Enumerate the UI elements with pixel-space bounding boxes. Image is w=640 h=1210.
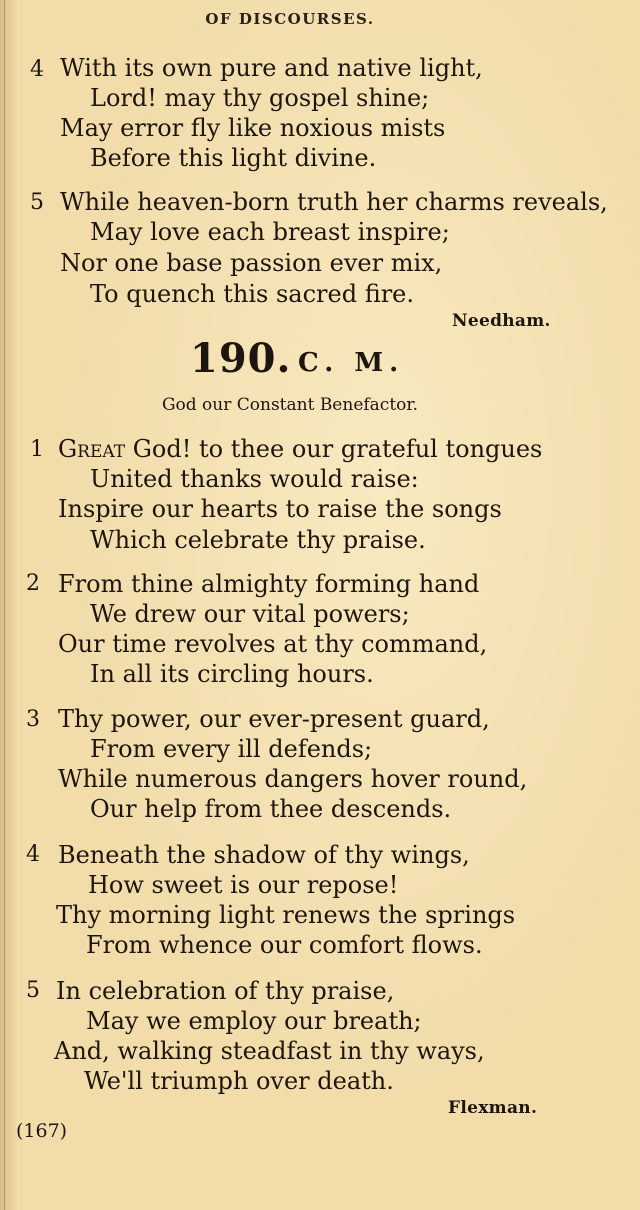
verse-line: While numerous dangers hover round, bbox=[58, 765, 528, 793]
verse-line: We drew our vital powers; bbox=[90, 600, 410, 628]
gutter-edge bbox=[4, 0, 5, 1210]
verse-line: Before this light divine. bbox=[90, 144, 377, 172]
stanza-number: 5 bbox=[30, 190, 44, 215]
verse-line: May love each breast inspire; bbox=[90, 218, 450, 246]
hymn-number: 190. bbox=[190, 335, 292, 382]
drop-word: Great bbox=[58, 435, 126, 463]
verse-line: With its own pure and native light, bbox=[60, 54, 483, 82]
verse-line: In celebration of thy praise, bbox=[56, 977, 395, 1005]
verse-line: How sweet is our repose! bbox=[88, 871, 399, 899]
stanza-number: 1 bbox=[30, 437, 44, 462]
stanza-number: 3 bbox=[26, 707, 40, 732]
verse-line: In all its circling hours. bbox=[90, 660, 374, 688]
hymn-subtitle: God our Constant Benefactor. bbox=[161, 395, 419, 415]
verse-line-first bbox=[58, 434, 542, 464]
hymn-author: Flexman. bbox=[448, 1098, 538, 1118]
verse-line: While heaven-born truth her charms reveals, bbox=[60, 188, 608, 216]
verse-line: Thy morning light renews the springs bbox=[56, 901, 516, 929]
verse-line: May error fly like noxious mists bbox=[60, 114, 446, 142]
verse-line: United thanks would raise: bbox=[90, 465, 419, 493]
verse-line: Thy power, our ever-present guard, bbox=[58, 705, 490, 733]
verse-line: From every ill defends; bbox=[90, 735, 373, 763]
hymn-meter: C. M. bbox=[298, 348, 405, 378]
verse-line: Nor one base passion ever mix, bbox=[60, 249, 443, 277]
verse-line: Lord! may thy gospel shine; bbox=[90, 84, 430, 112]
verse-line: Our help from thee descends. bbox=[90, 795, 452, 823]
stanza-number: 5 bbox=[26, 978, 40, 1003]
verse-line: Beneath the shadow of thy wings, bbox=[58, 841, 470, 869]
verse-line: We'll triumph over death. bbox=[84, 1067, 394, 1095]
verse-line: Our time revolves at thy command, bbox=[58, 630, 488, 658]
stanza-number: 2 bbox=[26, 571, 40, 596]
page-number: (167) bbox=[16, 1120, 68, 1142]
verse-line: And, walking steadfast in thy ways, bbox=[54, 1037, 485, 1065]
verse-line: May we employ our breath; bbox=[86, 1007, 422, 1035]
stanza-number: 4 bbox=[26, 842, 40, 867]
verse-line: Which celebrate thy praise. bbox=[90, 526, 426, 554]
first-line-rest: God! to thee our grateful tongues bbox=[125, 435, 543, 463]
verse-line: From whence our comfort flows. bbox=[86, 931, 483, 959]
stanza-number: 4 bbox=[30, 57, 44, 82]
running-head: OF DISCOURSES. bbox=[205, 10, 375, 28]
verse-line: From thine almighty forming hand bbox=[58, 570, 480, 598]
verse-line: Inspire our hearts to raise the songs bbox=[58, 495, 502, 523]
hymn-author: Needham. bbox=[452, 311, 551, 331]
verse-line: To quench this sacred fire. bbox=[90, 280, 414, 308]
